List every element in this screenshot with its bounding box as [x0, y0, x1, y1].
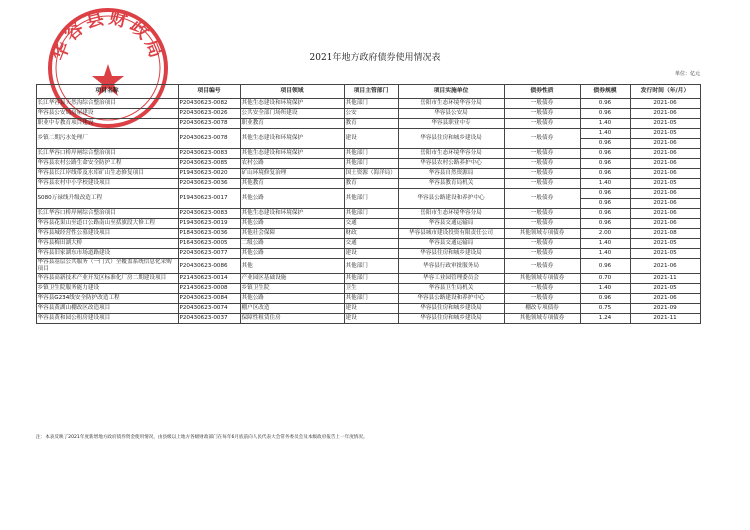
cell-bond-size: 0.70 — [580, 274, 630, 284]
cell-bond-size: 1.40 — [580, 179, 630, 189]
cell-project-name: 华容县黄湖山棚改区改造项目 — [36, 304, 178, 314]
cell-implementing-unit: 华容县住房和城乡建设局 — [398, 249, 504, 259]
table-row — [36, 109, 700, 119]
cell-implementing-unit: 华容县住房和城乡建设局 — [398, 314, 504, 324]
cell-implementing-unit: 岳阳市生态环境华容分局 — [398, 149, 504, 159]
cell-project-name: 华容县G234线安全防护改造工程 — [36, 294, 178, 304]
cell-bond-size: 0.96 — [580, 99, 630, 109]
cell-project-field: 其他生态建设和环境保护 — [240, 209, 344, 219]
cell-project-code: P20430623-0037 — [178, 314, 240, 324]
cell-project-field: 产业园区基础设施 — [240, 274, 344, 284]
cell-issue-date: 2021-05 — [630, 239, 700, 249]
table-row — [36, 119, 700, 129]
cell-bond-nature: 一般债券 — [504, 99, 580, 109]
header-bond-size: 债券规模 — [580, 85, 630, 99]
cell-bond-nature: 一般债券 — [504, 219, 580, 229]
cell-project-code: P20430623-0083 — [178, 149, 240, 159]
cell-implementing-unit: 岳阳市生态环境华容分局 — [398, 209, 504, 219]
cell-issue-date: 2021-11 — [630, 274, 700, 284]
cell-issue-date: 2021-06 — [630, 149, 700, 159]
table-row — [36, 259, 700, 274]
cell-issue-date: 2021-06 — [630, 209, 700, 219]
cell-bond-nature: 其他领域专项债券 — [504, 274, 580, 284]
cell-implementing-unit: 华容县交通运输局 — [398, 219, 504, 229]
cell-bond-size: 1.40 — [580, 129, 630, 139]
cell-department: 其他部门 — [344, 99, 398, 109]
cell-project-code: P20430623-0085 — [178, 159, 240, 169]
cell-project-field: 公共安全部门场所建设 — [240, 109, 344, 119]
cell-department: 其他部门 — [344, 189, 398, 209]
cell-project-name: 长江华容口桥岸闸综合整治项目 — [36, 209, 178, 219]
header-project-field: 项目领域 — [240, 85, 344, 99]
cell-implementing-unit: 华容工业园管理委员会 — [398, 274, 504, 284]
cell-bond-size: 0.96 — [580, 294, 630, 304]
cell-project-code: P20430623-0078 — [178, 119, 240, 129]
cell-project-code: P20430623-0082 — [178, 99, 240, 109]
table-row — [36, 209, 700, 219]
cell-issue-date: 2021-06 — [630, 199, 700, 209]
cell-issue-date: 2021-06 — [630, 109, 700, 119]
table-row — [36, 179, 700, 189]
table-row — [36, 239, 700, 249]
cell-project-name: 华容县梅田湖大桥 — [36, 239, 178, 249]
table-row — [36, 219, 700, 229]
cell-bond-size: 0.96 — [580, 199, 630, 209]
cell-department: 建设 — [344, 314, 398, 324]
cell-issue-date: 2021-05 — [630, 284, 700, 294]
cell-bond-nature: 一般债券 — [504, 129, 580, 149]
cell-bond-nature: 一般债券 — [504, 119, 580, 129]
table-row — [36, 274, 700, 284]
svg-text:华容县财政局: 华容县财政局 — [48, 7, 168, 64]
cell-department: 建设 — [344, 249, 398, 259]
cell-project-code: P16430623-0005 — [178, 239, 240, 249]
cell-project-field: 农村公路 — [240, 159, 344, 169]
header-implementing-unit: 项目实施单位 — [398, 85, 504, 99]
cell-issue-date: 2021-09 — [630, 304, 700, 314]
table-row — [36, 159, 700, 169]
cell-department: 交通 — [344, 219, 398, 229]
cell-project-field: 其他 — [240, 259, 344, 274]
cell-bond-nature: 棚改专项债券 — [504, 304, 580, 314]
cell-bond-nature: 一般债券 — [504, 249, 580, 259]
cell-project-field: 其他生态建设和环境保护 — [240, 129, 344, 149]
bond-usage-table — [36, 84, 701, 324]
cell-project-name: 华容县基层公共服务（一门式）全覆盖系统信息化采购项目 — [36, 259, 178, 274]
table-row — [36, 304, 700, 314]
cell-bond-size: 0.96 — [580, 209, 630, 219]
cell-project-name: 华容县农村中小学校建设项目 — [36, 179, 178, 189]
cell-bond-size: 1.40 — [580, 239, 630, 249]
cell-bond-nature: 一般债券 — [504, 259, 580, 274]
cell-project-code: P20430623-0084 — [178, 294, 240, 304]
cell-project-code: P20430623-0078 — [178, 129, 240, 149]
cell-project-name: 职业中专教育项目建设 — [36, 119, 178, 129]
cell-bond-nature: 一般债券 — [504, 149, 580, 159]
cell-project-field: 其他公路 — [240, 219, 344, 229]
cell-bond-nature: 一般债券 — [504, 209, 580, 219]
unit-label: 单位：亿元 — [674, 71, 700, 77]
cell-bond-nature: 一般债券 — [504, 294, 580, 304]
cell-issue-date: 2021-08 — [630, 229, 700, 239]
cell-project-code: P20430623-0074 — [178, 304, 240, 314]
cell-implementing-unit: 华容县公路建设和养护中心 — [398, 189, 504, 209]
header-issue-date: 发行时间（年/月） — [630, 85, 700, 99]
cell-project-name: 华容县花果山至道口公路南山至括旗段大修工程 — [36, 219, 178, 229]
cell-implementing-unit: 华容县行政审批服务局 — [398, 259, 504, 274]
cell-bond-nature: 其他领域专项债券 — [504, 314, 580, 324]
cell-department: 财政 — [344, 229, 398, 239]
cell-department: 交通 — [344, 239, 398, 249]
cell-project-field: 乡镇卫生院 — [240, 284, 344, 294]
cell-bond-size: 0.96 — [580, 189, 630, 199]
cell-project-code: P18430623-0036 — [178, 229, 240, 239]
cell-project-code: P20430623-0086 — [178, 259, 240, 274]
cell-bond-size: 1.40 — [580, 249, 630, 259]
cell-bond-nature: 一般债券 — [504, 169, 580, 179]
cell-bond-nature: 一般债券 — [504, 109, 580, 119]
table-row — [36, 149, 700, 159]
cell-project-field: 其他生态建设和环境保护 — [240, 99, 344, 109]
cell-department: 其他部门 — [344, 149, 398, 159]
cell-project-code: P20430623-0036 — [178, 179, 240, 189]
cell-project-code: P20430623-0083 — [178, 209, 240, 219]
cell-issue-date: 2021-06 — [630, 259, 700, 274]
cell-project-code: P19430623-0019 — [178, 219, 240, 229]
cell-bond-size: 2.00 — [580, 229, 630, 239]
cell-department: 建设 — [344, 304, 398, 314]
cell-project-field: 棚户区改造 — [240, 304, 344, 314]
cell-project-field: 二级公路 — [240, 239, 344, 249]
cell-implementing-unit: 华容县农村公路养护中心 — [398, 159, 504, 169]
cell-bond-size: 1.40 — [580, 119, 630, 129]
cell-department: 其他部门 — [344, 159, 398, 169]
cell-project-code: P21430623-0008 — [178, 284, 240, 294]
cell-department: 其他部门 — [344, 209, 398, 219]
cell-issue-date: 2021-05 — [630, 249, 700, 259]
cell-department: 国土资源（海洋局） — [344, 169, 398, 179]
cell-project-field: 其他公路 — [240, 294, 344, 304]
cell-project-name: 乡镇卫生院服务能力建设 — [36, 284, 178, 294]
cell-bond-nature: 一般债券 — [504, 189, 580, 209]
cell-project-name: 华容县长江岸线带及水库矿山生态修复项目 — [36, 169, 178, 179]
cell-project-code: P19430623-0020 — [178, 169, 240, 179]
cell-issue-date: 2021-05 — [630, 179, 700, 189]
table-header-row — [36, 85, 700, 99]
cell-issue-date: 2021-06 — [630, 189, 700, 199]
cell-issue-date: 2021-06 — [630, 294, 700, 304]
cell-project-field: 矿山环境修复治理 — [240, 169, 344, 179]
cell-bond-size: 1.40 — [580, 284, 630, 294]
table-row — [36, 169, 700, 179]
cell-department: 教育 — [344, 179, 398, 189]
cell-project-code: P20430623-0077 — [178, 249, 240, 259]
cell-issue-date: 2021-06 — [630, 99, 700, 109]
cell-implementing-unit: 华容县住房和城乡建设局 — [398, 129, 504, 149]
cell-bond-size: 0.96 — [580, 169, 630, 179]
cell-bond-size: 0.96 — [580, 149, 630, 159]
cell-implementing-unit: 华容县公安局 — [398, 109, 504, 119]
header-bond-nature: 债券性质 — [504, 85, 580, 99]
cell-implementing-unit: 华容县公路建设和养护中心 — [398, 294, 504, 304]
cell-implementing-unit: 华容县自然资源局 — [398, 169, 504, 179]
cell-issue-date: 2021-05 — [630, 129, 700, 139]
cell-project-field: 其他公路 — [240, 189, 344, 209]
table-row — [36, 294, 700, 304]
cell-project-name: 乡镇二期污水处理厂 — [36, 129, 178, 149]
cell-implementing-unit: 华容县教育局机关 — [398, 179, 504, 189]
cell-project-code: P19430623-0017 — [178, 189, 240, 209]
cell-bond-size: 0.96 — [580, 109, 630, 119]
cell-project-name: 华容县农村公路生命安全防护工程 — [36, 159, 178, 169]
cell-issue-date: 2021-11 — [630, 314, 700, 324]
cell-project-name: 华容县旧家湖东市场道路建设 — [36, 249, 178, 259]
cell-bond-nature: 一般债券 — [504, 159, 580, 169]
header-department: 项目主管部门 — [344, 85, 398, 99]
cell-project-field: 其他教育 — [240, 179, 344, 189]
cell-project-name: 华容县公安局房屋建设 — [36, 109, 178, 119]
cell-project-name: S080万禄线升级改造工程 — [36, 189, 178, 209]
cell-project-code: P21430623-0014 — [178, 274, 240, 284]
cell-department: 建设 — [344, 129, 398, 149]
cell-implementing-unit: 岳阳市生态环境华容分局 — [398, 99, 504, 109]
cell-department: 其他部门 — [344, 274, 398, 284]
cell-project-field: 职业教育 — [240, 119, 344, 129]
cell-implementing-unit: 华容县职业中专 — [398, 119, 504, 129]
table-row — [36, 249, 700, 259]
header-project-name: 项目名称 — [36, 85, 178, 99]
cell-bond-size: 0.96 — [580, 259, 630, 274]
cell-project-name: 华容县黄和园公租房建设项目 — [36, 314, 178, 324]
cell-issue-date: 2021-06 — [630, 159, 700, 169]
cell-department: 卫生 — [344, 284, 398, 294]
cell-bond-size: 0.75 — [580, 304, 630, 314]
table-row — [36, 129, 700, 139]
cell-project-name: 长江华容口桥岸闸综合整治项目 — [36, 149, 178, 159]
cell-bond-nature: 一般债券 — [504, 179, 580, 189]
cell-implementing-unit: 华容县交通运输局 — [398, 239, 504, 249]
cell-bond-nature: 一般债券 — [504, 284, 580, 294]
cell-project-name: 长江华容县天然沟综合整治项目 — [36, 99, 178, 109]
footnote: 注：本表反映了2021年度新增地方政府债券资金使用情况，由县级以上地方各级财政部门在每年6月底前向人民代表大会常务委员会及本级政府报告上一年度情况。 — [36, 435, 368, 440]
cell-project-field: 其他社会保障 — [240, 229, 344, 239]
cell-implementing-unit: 华容县卫生局机关 — [398, 284, 504, 294]
cell-issue-date: 2021-05 — [630, 119, 700, 129]
page-title: 2021年地方政府债券使用情况表 — [309, 53, 441, 63]
cell-project-name: 华容县高新技术产业开发区标准化厂房二期建设项目 — [36, 274, 178, 284]
cell-implementing-unit: 华容县城市建设投资有限责任公司 — [398, 229, 504, 239]
cell-bond-nature: 一般债券 — [504, 239, 580, 249]
cell-bond-size: 0.96 — [580, 139, 630, 149]
table-row — [36, 189, 700, 199]
cell-department: 公安 — [344, 109, 398, 119]
cell-project-field: 其他公路 — [240, 249, 344, 259]
cell-project-name: 华容县城经营性公墓建设项目 — [36, 229, 178, 239]
cell-bond-nature: 其他领域专项债券 — [504, 229, 580, 239]
cell-department: 其他部门 — [344, 294, 398, 304]
cell-bond-size: 1.24 — [580, 314, 630, 324]
cell-bond-size: 0.96 — [580, 159, 630, 169]
header-project-code: 项目编号 — [178, 85, 240, 99]
table-row — [36, 99, 700, 109]
cell-implementing-unit: 华容县住房和城乡建设局 — [398, 304, 504, 314]
table-row — [36, 284, 700, 294]
cell-department: 教育 — [344, 119, 398, 129]
cell-project-code: P20430623-0026 — [178, 109, 240, 119]
cell-department: 其他部门 — [344, 259, 398, 274]
cell-issue-date: 2021-06 — [630, 139, 700, 149]
cell-issue-date: 2021-06 — [630, 219, 700, 229]
table-row — [36, 229, 700, 239]
cell-project-field: 保障性租赁住房 — [240, 314, 344, 324]
cell-bond-size: 0.96 — [580, 219, 630, 229]
table-row — [36, 314, 700, 324]
cell-issue-date: 2021-06 — [630, 169, 700, 179]
cell-project-field: 其他生态建设和环境保护 — [240, 149, 344, 159]
